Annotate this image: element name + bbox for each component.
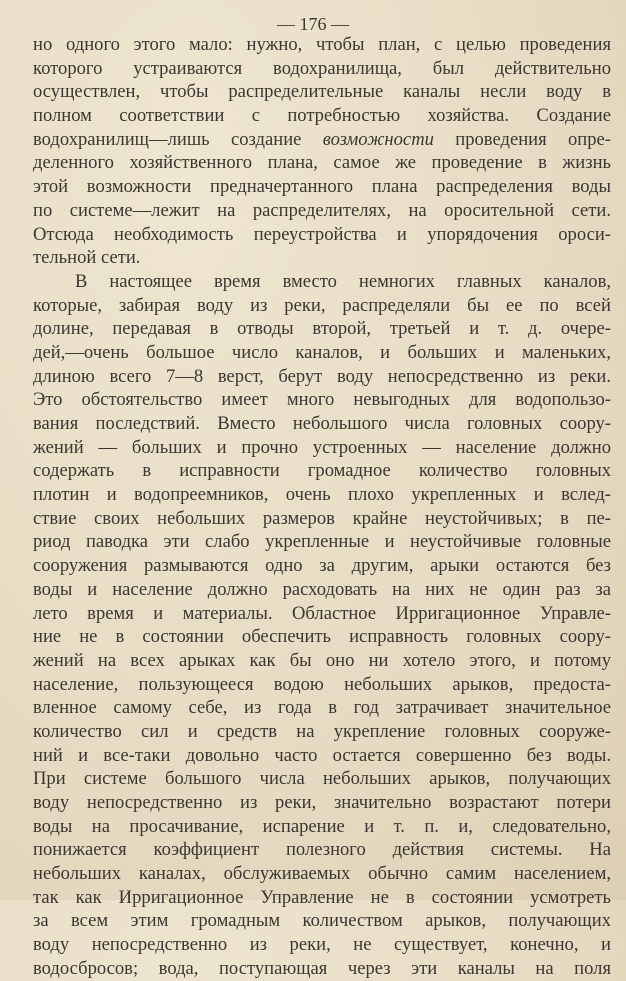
text-line: содержать в исправности громадное количество головных — [33, 460, 611, 482]
text-line: которого устраиваются водохранилища, был действительно — [33, 57, 611, 79]
text-line: так как Ирригационное Управление не в состоянии усмотреть — [33, 886, 611, 908]
text-line: по системе—лежит на распределителях, на оросительной сети. — [33, 199, 611, 221]
text-line: сооружения размываются одно за другим, арыки остаются без — [33, 555, 611, 577]
text-line: но одного этого мало: нужно, чтобы план, с целью проведения — [33, 34, 611, 55]
text-line: водосбросов; вода, поступающая через эти каналы на поля — [33, 957, 611, 979]
text-line: В настоящее время вместо немногих главных каналов, — [75, 270, 611, 292]
text-line: дей,—очень большое число каналов, и больших и маленьких, — [33, 341, 611, 363]
text-fragment: проведения опре- — [433, 128, 611, 150]
text-line: количество сил и средств на укрепление головных сооруже- — [33, 720, 611, 742]
text-line: ствие своих небольших размеров крайне неустойчивых; в пе- — [33, 507, 611, 529]
text-line: ние не в состоянии обеспечить исправность головных соору- — [33, 626, 611, 648]
text-line: тельной сети. — [33, 247, 141, 269]
text-line: Это обстоятельство имеет много невыгодных для водопользо- — [33, 389, 611, 411]
italic-emphasis: возможности — [322, 128, 434, 150]
text-line: которые, забирая воду из реки, распределяли бы ее по всей — [33, 294, 611, 316]
text-fragment: водохранилищ—лишь создание — [33, 128, 323, 150]
text-line: ний и все-таки довольно часто остается совершенно без воды. — [33, 744, 611, 766]
text-line: население, пользующееся водою небольших арыков, предоста- — [33, 673, 611, 695]
text-line: воду непосредственно из реки, не существует, конечно, и — [33, 934, 611, 956]
text-line: воды и население должно расходовать на них не один раз за — [33, 578, 611, 600]
text-line: за всем этим громадным количеством арыков, получающих — [33, 910, 611, 932]
text-line: При системе большого числа небольших арыков, получающих — [33, 768, 611, 790]
text-line: риод паводка эти слабо укрепленные и неустойчивые головные — [33, 531, 611, 553]
text-line: длиною всего 7—8 верст, берут воду непосредственно из реки. — [33, 365, 611, 387]
text-line: полном соответствии с потребностью хозяйства. Создание — [33, 105, 611, 127]
text-line: жений на всех арыках как бы оно ни хотело этого, и потому — [33, 649, 611, 671]
body-text — [33, 33, 611, 981]
page-number: — 176 — — [277, 14, 349, 34]
text-line: жений — больших и прочно устроенных — население должно — [33, 436, 611, 458]
text-line: вания последствий. Вместо небольшого числа головных соору- — [33, 413, 611, 434]
text-line — [33, 128, 611, 152]
text-line: воды на просачивание, испарение и т. п. и, следовательно, — [33, 815, 611, 837]
text-line: долине, передавая в отводы второй, третьей и т. д. очере- — [33, 318, 611, 340]
text-line: плотин и водопреемников, очень плохо укрепленных и вслед- — [33, 484, 611, 506]
text-line: вленное самому себе, из года в год затрачивает значительное — [33, 697, 611, 719]
text-line: осуществлен, чтобы распределительные каналы несли воду в — [33, 81, 611, 103]
text-line: небольших каналах, обслуживаемых обычно самим населением, — [33, 863, 611, 885]
text-line: этой возможности предначертанного плана распределения воды — [33, 176, 611, 198]
text-line: понижается коэффициент полезного действия системы. На — [33, 839, 611, 861]
text-line: воду непосредственно из реки, значительно возрастают потери — [33, 792, 611, 813]
text-line: Отсюда необходимость переустройства и упорядочения ороси- — [33, 223, 611, 245]
text-line: деленного хозяйственного плана, самое же проведение в жизнь — [33, 152, 611, 174]
text-line: лето время и материалы. Областное Ирригационное Управле- — [33, 602, 611, 624]
